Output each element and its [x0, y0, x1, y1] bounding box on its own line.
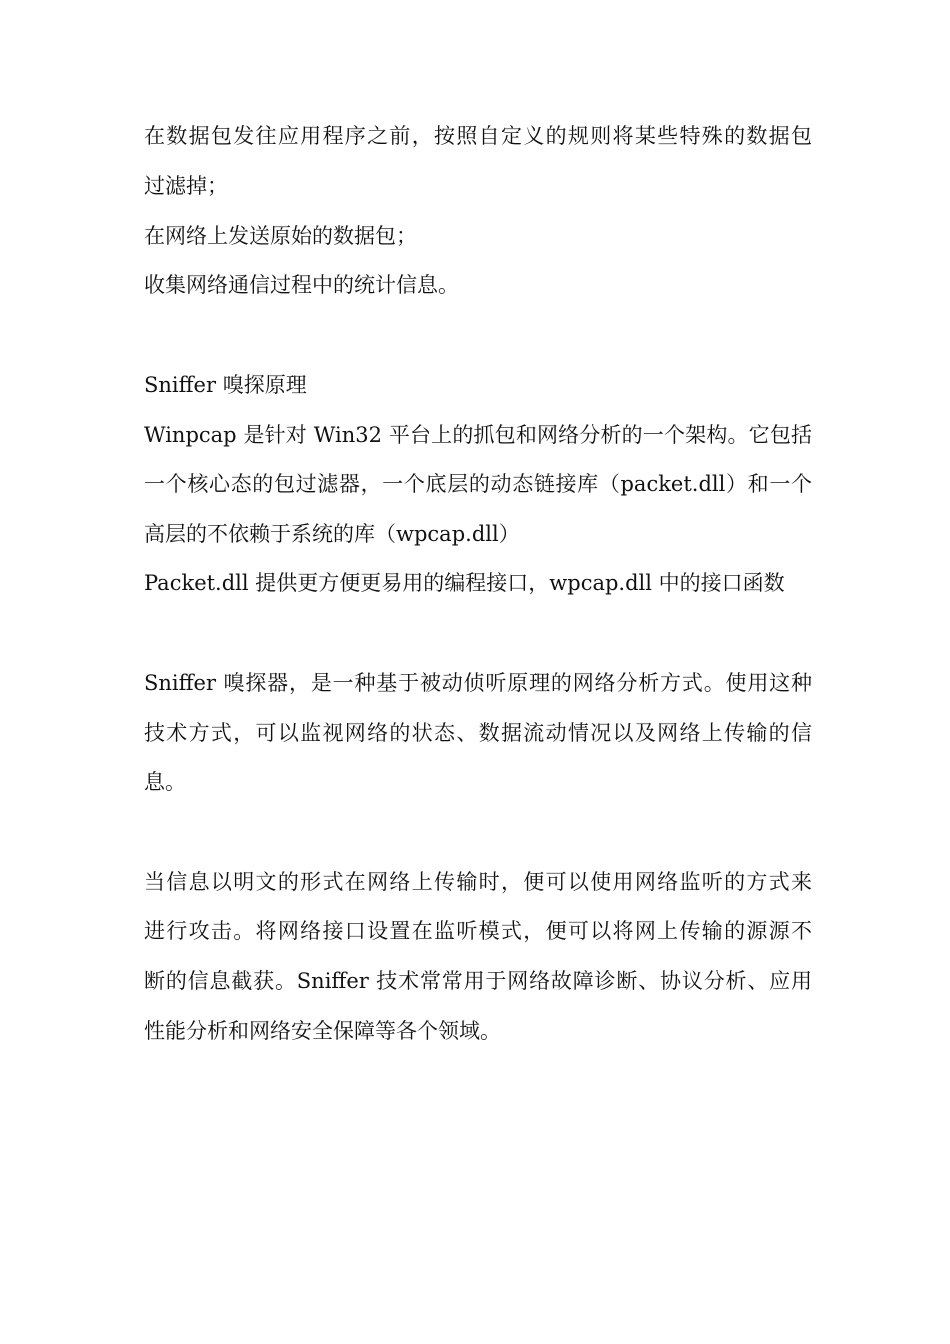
text-line: Winpcap 是针对 Win32 平台上的抓包和网络分析的一个架构。它包括 [144, 423, 812, 447]
text-line: 收集网络通信过程中的统计信息。 [144, 273, 459, 297]
text-line: 进行攻击。将网络接口设置在监听模式，便可以将网上传输的源源不 [144, 919, 812, 943]
text-line: Sniffer 嗅探器，是一种基于被动侦听原理的网络分析方式。使用这种 [144, 671, 812, 695]
text-line: 在数据包发往应用程序之前，按照自定义的规则将某些特殊的数据包 [144, 124, 812, 148]
text-line: 断的信息截获。Sniffer 技术常常用于网络故障诊断、协议分析、应用 [144, 969, 812, 993]
text-line: 技术方式，可以监视网络的状态、数据流动情况以及网络上传输的信 [144, 721, 812, 745]
text-line: 当信息以明文的形式在网络上传输时，便可以使用网络监听的方式来 [144, 870, 812, 894]
text-line: 过滤掉； [144, 174, 228, 198]
text-line: 高层的不依赖于系统的库（wpcap.dll） [144, 522, 520, 546]
section-heading: Sniffer 嗅探原理 [144, 373, 307, 397]
text-line: 一个核心态的包过滤器，一个底层的动态链接库（packet.dll）和一个 [144, 472, 812, 496]
text-line: 息。 [144, 770, 186, 794]
text-line: 性能分析和网络安全保障等各个领域。 [144, 1019, 501, 1043]
text-line: 在网络上发送原始的数据包； [144, 224, 417, 248]
text-line: Packet.dll 提供更方便更易用的编程接口，wpcap.dll 中的接口函数 [144, 571, 785, 595]
